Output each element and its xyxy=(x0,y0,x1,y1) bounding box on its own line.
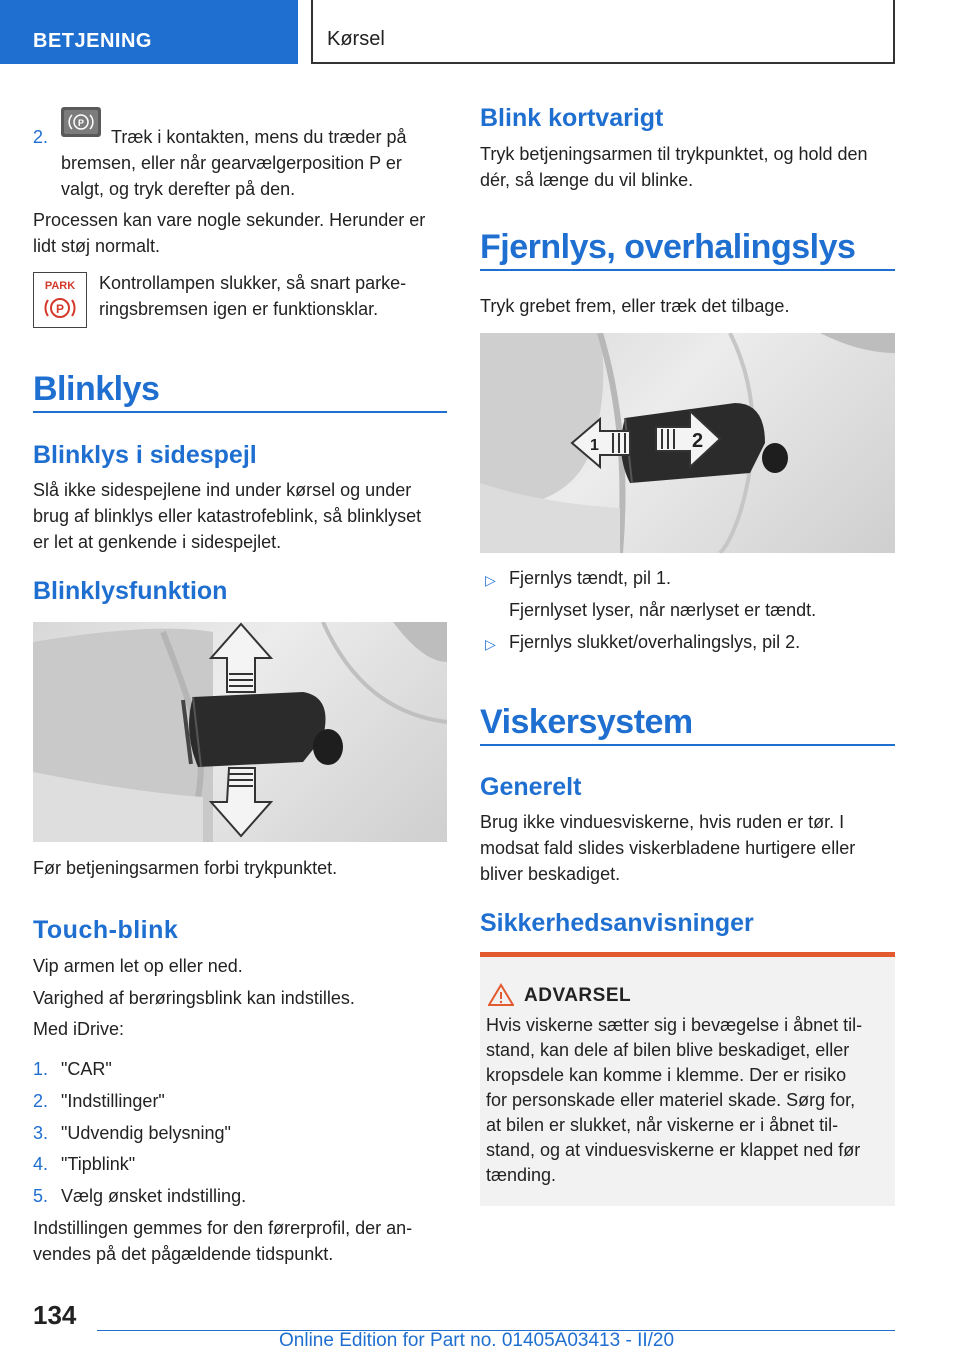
list-item: "Tipblink" xyxy=(61,1154,136,1174)
parking-brake-button-icon xyxy=(61,107,101,137)
kort-text-a: Tryk betjeningsarmen til trykpunktet, og hold den xyxy=(480,144,868,164)
generelt-text-c: bliver beskadiget. xyxy=(480,864,621,884)
svg-text:2: 2 xyxy=(692,430,704,452)
process-text-a: Processen kan vare nogle sekunder. Herunder er xyxy=(33,210,426,230)
fjernlys-text: Tryk grebet frem, eller træk det tilbage. xyxy=(480,296,790,316)
heading-rule xyxy=(33,411,447,413)
sidespejl-text-b: brug af blinklys eller katastrofeblink, så blinklyset xyxy=(33,506,422,526)
section-tab xyxy=(0,0,298,64)
bullet-subtext: Fjernlyset lyser, når nærlyset er tændt. xyxy=(509,600,817,620)
blinklys-heading: Blinklys xyxy=(33,370,160,408)
fjernlys-heading: Fjernlys, overhalingslys xyxy=(480,228,856,266)
park-indicator-icon xyxy=(33,272,87,328)
list-item: "Udvendig belysning" xyxy=(61,1123,231,1143)
funktion-text: Før betjeningsarmen forbi trykpunktet. xyxy=(33,858,338,878)
list-item-number: 2. xyxy=(33,1091,49,1111)
list-item-number: 4. xyxy=(33,1154,49,1174)
bullet-triangle-icon: ▷ xyxy=(485,636,496,652)
saved-text-a: Indstillingen gemmes for den førerprofil, der an‐ xyxy=(33,1218,413,1238)
section-title: BETJENING xyxy=(33,30,152,52)
turn-signal-lever-figure xyxy=(33,622,447,842)
page-number: 134 xyxy=(33,1300,77,1330)
svg-text:P: P xyxy=(55,302,65,316)
bullet-text: Fjernlys tændt, pil 1. xyxy=(509,568,672,588)
warning-box xyxy=(480,952,895,1206)
touch-text-a: Vip armen let op eller ned. xyxy=(33,956,243,976)
kort-heading: Blink kortvarigt xyxy=(480,104,664,132)
edition-text: Online Edition for Part no. 01405A03413 - II/20 xyxy=(279,1330,675,1351)
generelt-text-b: modsat fald slides viskerbladene hurtigere eller xyxy=(480,838,856,858)
up-arrow-icon xyxy=(211,624,271,692)
kort-text-b: dér, så længe du vil blinke. xyxy=(480,170,694,190)
heading-rule xyxy=(480,744,895,746)
list-item: "CAR" xyxy=(61,1059,112,1079)
list-item-number: 1. xyxy=(33,1059,49,1079)
list-item: "Indstillinger" xyxy=(61,1091,165,1111)
bullet-text: Fjernlys slukket/overhalingslys, pil 2. xyxy=(509,632,801,652)
step2-text-b: bremsen, eller når gearvælgerposition P er xyxy=(61,153,402,173)
sidespejl-text-c: er let at genkende i sidespejlet. xyxy=(33,532,282,552)
svg-text:1: 1 xyxy=(590,437,599,454)
svg-text:P: P xyxy=(77,118,85,128)
step2-text-a: Træk i kontakten, mens du træder på xyxy=(111,127,407,147)
list-item: Vælg ønsket indstilling. xyxy=(61,1186,247,1206)
touch-text-b: Varighed af berøringsblink kan indstilles. xyxy=(33,988,355,1008)
funktion-heading: Blinklysfunktion xyxy=(33,577,228,605)
list-item-number: 3. xyxy=(33,1123,49,1143)
lamp-text-a: Kontrollampen slukker, så snart parke‐ xyxy=(99,273,407,293)
warning-text: Hvis viskerne sætter sig i bevægelse i åbnet til‐ stand, kan dele af bilen blive beskadiget, eller kropsdele kan komme i klemme. Der er risiko for personskade eller materiel skade. Sørg for, at bilen er slukket, når viskerne er i åbnet til‐ stand, og at vinduesviskerne er klappet ned før tænding. xyxy=(486,1015,863,1185)
process-text-b: lidt støj normalt. xyxy=(33,236,161,256)
high-beam-lever-figure xyxy=(480,333,895,553)
chapter-title: Kørsel xyxy=(327,28,385,50)
chapter-tab xyxy=(311,0,895,64)
generelt-text-a: Brug ikke vinduesviskerne, hvis ruden er tør. I xyxy=(480,812,845,832)
step2-text-c: valgt, og tryk derefter på den. xyxy=(61,179,296,199)
park-label: PARK xyxy=(44,280,76,292)
step-number: 2. xyxy=(33,127,49,147)
list-item-number: 5. xyxy=(33,1186,49,1206)
sidespejl-text-a: Slå ikke sidespejlene ind under kørsel og under xyxy=(33,480,412,500)
sikkerhed-heading: Sikkerhedsanvisninger xyxy=(480,909,754,937)
warning-title: ADVARSEL xyxy=(524,985,632,1006)
down-arrow-icon xyxy=(211,768,271,836)
lamp-text-b: ringsbremsen igen er funktionsklar. xyxy=(99,299,379,319)
heading-rule xyxy=(480,269,895,271)
bullet-triangle-icon: ▷ xyxy=(485,572,496,588)
saved-text-b: vendes på det pågældende tidspunkt. xyxy=(33,1244,334,1264)
sidespejl-heading: Blinklys i sidespejl xyxy=(33,441,257,469)
touch-text-c: Med iDrive: xyxy=(33,1019,125,1039)
touch-heading: Touch-blink xyxy=(33,916,179,944)
visker-heading: Viskersystem xyxy=(480,703,693,741)
generelt-heading: Generelt xyxy=(480,773,582,801)
warning-icon xyxy=(488,983,514,1007)
